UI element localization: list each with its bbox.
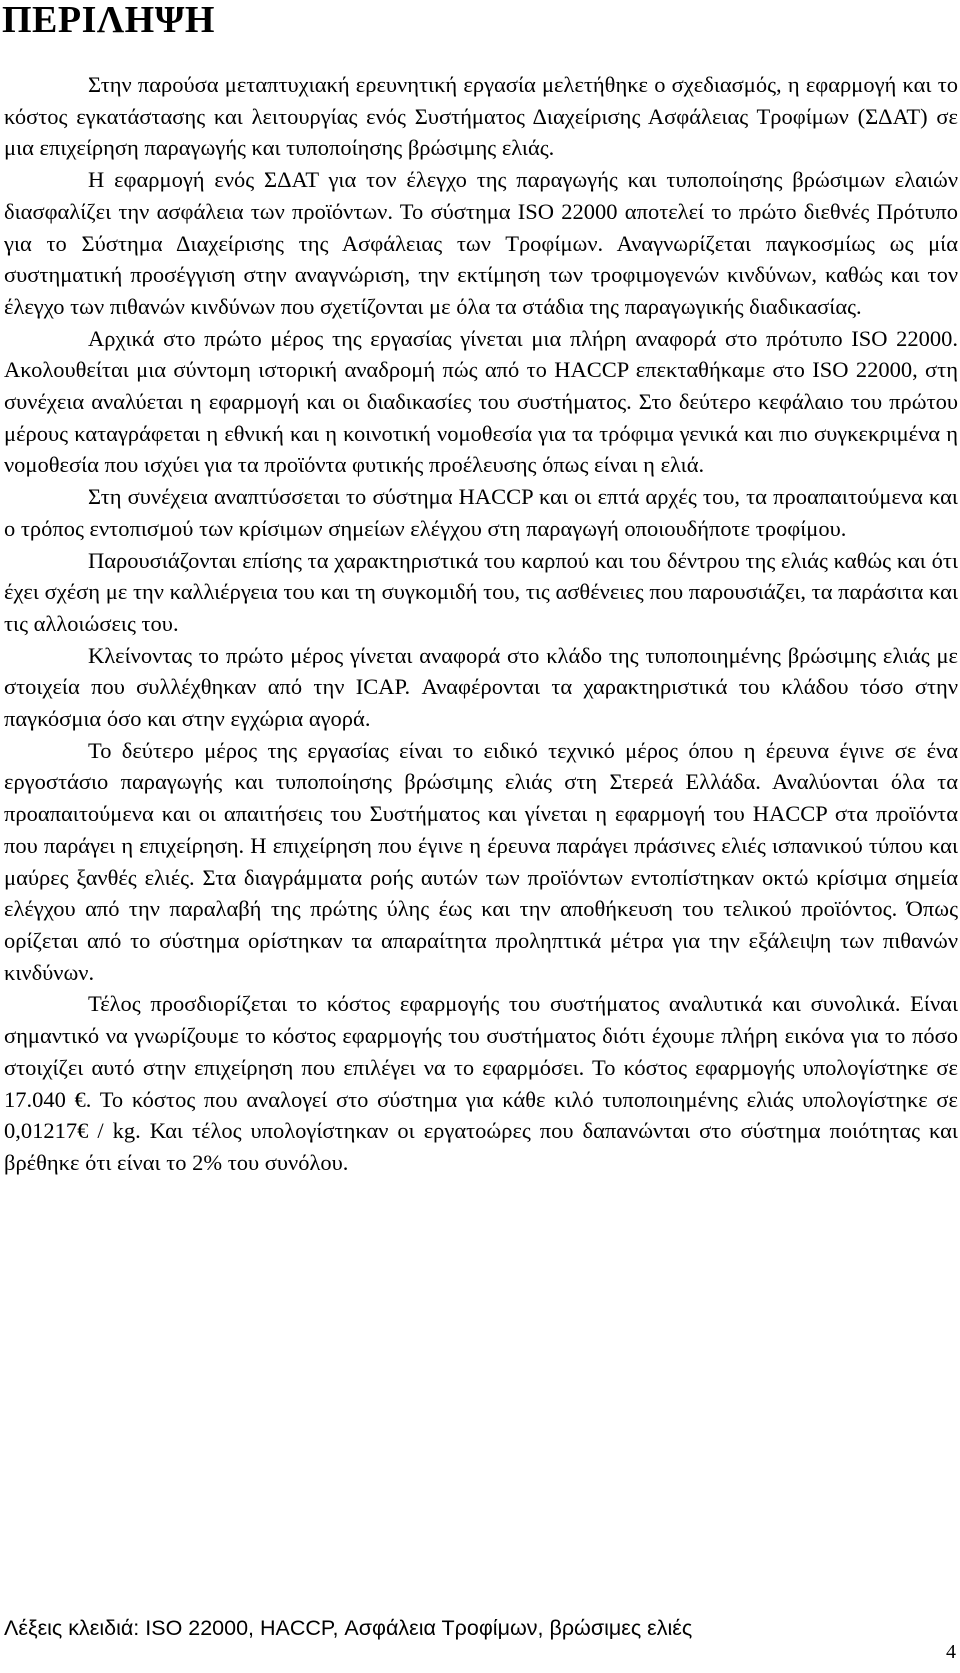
abstract-paragraph: Το δεύτερο μέρος της εργασίας είναι το ειδικό τεχνικό μέρος όπου η έρευνα έγινε σε ένα εργοστάσιο παραγωγής και τυποποίησης βρώσιμης ελιάς στη Στερεά Ελλάδα. Αναλύονται όλα τα προαπαιτούμενα και οι απαιτήσεις του Συστήματος και γίνεται η εφαρμογή του HACCP στα προϊόντα που παράγει η επιχείρηση. Η επιχείρηση που έγινε η έρευνα παράγει πράσινες ελιές ισπανικού τύπου και μαύρες ξανθές ελιές. Στα διαγράμματα ροής αυτών των προϊόντων εντοπίστηκαν οκτώ κρίσιμα σημεία ελέγχου από την παραλαβή της πρώτης ύλης έως και την αποθήκευση του τελικού προϊόντος. Όπως ορίζεται από το σύστημα ορίστηκαν τα απαραίτητα προληπτικά μέτρα για την εξάλειψη των πιθανών κινδύνων. bbox=[4, 737, 958, 985]
abstract-paragraph: Κλείνοντας το πρώτο μέρος γίνεται αναφορά στο κλάδο της τυποποιημένης βρώσιμης ελιάς με στοιχεία που συλλέχθηκαν από την ICAP. Αναφέρονται τα χαρακτηριστικά του κλάδου τόσο στην παγκόσμια όσο και στην εγχώρια αγορά. bbox=[4, 642, 958, 732]
keywords-line: Λέξεις κλειδιά: ISO 22000, HACCP, Ασφάλεια Τροφίμων, βρώσιμες ελιές bbox=[4, 1616, 693, 1640]
abstract-paragraph: Παρουσιάζονται επίσης τα χαρακτηριστικά του καρπού και του δέντρου της ελιάς καθώς και ότι έχει σχέση με την καλλιέργεια του και τη συγκομιδή του, τις ασθένειες που παρουσιάζει, τα παράσιτα και τις αλλοιώσεις του. bbox=[4, 547, 958, 636]
page-title: ΠΕΡΙΛΗΨΗ bbox=[2, 0, 215, 41]
page-number: 4 bbox=[946, 1641, 956, 1663]
abstract-paragraph: Η εφαρμογή ενός ΣΔΑΤ για τον έλεγχο της παραγωγής και τυποποίησης βρώσιμων ελαιών διασφαλίζει την ασφάλεια των προϊόντων. Το σύστημα ISO 22000 αποτελεί το πρώτο διεθνές Πρότυπο για το Σύστημα Διαχείρισης της Ασφάλειας των Τροφίμων. Αναγνωρίζεται παγκοσμίως ως μία συστηματική προσέγγιση στην αναγνώριση, την εκτίμηση των τροφιμογενών κινδύνων, καθώς και τον έλεγχο των πιθανών κινδύνων που σχετίζονται με όλα τα στάδια της παραγωγικής διαδικασίας. bbox=[4, 167, 958, 319]
abstract-paragraph: Στην παρούσα μεταπτυχιακή ερευνητική εργασία μελετήθηκε ο σχεδιασμός, η εφαρμογή και το κόστος εγκατάστασης και λειτουργίας ενός Συστήματος Διαχείρισης Ασφάλειας Τροφίμων (ΣΔΑΤ) σε μια επιχείρηση παραγωγής και τυποποίησης βρώσιμης ελιάς. bbox=[4, 72, 958, 161]
abstract-paragraph: Στη συνέχεια αναπτύσσεται το σύστημα HACCP και οι επτά αρχές του, τα προαπαιτούμενα και ο τρόπος εντοπισμού των κρίσιμων σημείων ελέγχου στη παραγωγή οποιουδήποτε τροφίμου. bbox=[4, 484, 958, 541]
abstract-paragraph: Τέλος προσδιορίζεται το κόστος εφαρμογής του συστήματος αναλυτικά και συνολικά. Είναι σημαντικό να γνωρίζουμε το κόστος εφαρμογής του συστήματος διότι έχουμε πλήρη εικόνα για το πόσο στοιχίζει αυτό στην επιχείρηση που επιλέγει να το εφαρμόσει. Το κόστος εφαρμογής υπολογίστηκε σε 17.040 €. Το κόστος που αναλογεί στο σύστημα για κάθε κιλό τυποποιημένης ελιάς υπολογίστηκε σε 0,01217€ / kg. Και τέλος υπολογίστηκαν οι εργατοώρες που δαπανώνται στο σύστημα ποιότητας και βρέθηκε ότι είναι το 2% του συνόλου. bbox=[4, 991, 958, 1175]
abstract-paragraph: Αρχικά στο πρώτο μέρος της εργασίας γίνεται μια πλήρη αναφορά στο πρότυπο ISO 22000. Ακολουθείται μια σύντομη ιστορική αναδρομή πώς από το HACCP επεκταθήκαμε στο ISO 22000, στη συνέχεια αναλύεται η εφαρμογή και οι διαδικασίες του συστήματος. Στο δεύτερο κεφάλαιο του πρώτου μέρους καταγράφεται η εθνική και η κοινοτική νομοθεσία για τα τρόφιμα γενικά και πιο συγκεκριμένα η νομοθεσία που ισχύει για τα προϊόντα φυτικής προέλευσης όπως είναι η ελιά. bbox=[4, 325, 958, 478]
abstract-body bbox=[4, 69, 958, 1179]
